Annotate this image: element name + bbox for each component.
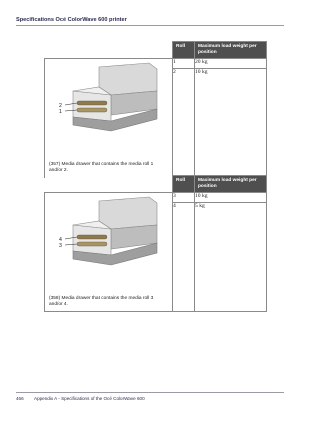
roll-column-header: Roll [173,176,195,193]
page-number: 466 [16,396,24,401]
figure-caption: (358) Media drawer that contains the media roll 3 and/or 4. [49,295,154,307]
roll-cell: 3 [173,193,195,203]
callout-label: 4 [59,237,62,243]
roll-column-header: Roll [173,42,195,59]
weight-column-header: Maximum load weight per position [195,42,267,59]
weight-cell: 20 kg [195,59,267,69]
weight-cell: 10 kg [195,69,267,178]
roll-cell: 2 [173,69,195,178]
spec-table-2 [44,175,267,312]
figure-cell [45,59,173,178]
weight-column-header: Maximum load weight per position [195,176,267,193]
weight-cell: 10 kg [195,193,267,203]
footer-rule [16,392,284,393]
callout-label: 2 [59,103,62,109]
blank-header-cell [45,42,173,59]
weight-cell: 5 kg [195,203,267,312]
media-drawer-illustration [51,195,163,271]
blank-header-cell [45,176,173,193]
roll-cell: 4 [173,203,195,312]
figure-caption: (357) Media drawer that contains the media roll 1 and/or 2. [49,161,154,173]
figure-cell [45,193,173,312]
page-header-title: Specifications Océ ColorWave 600 printer [16,17,127,23]
callout-label: 1 [59,109,62,115]
roll-cell: 1 [173,59,195,69]
header-rule [16,25,284,26]
callout-label: 3 [59,243,62,249]
footer-text: Appendix A - Specifications of the Océ ColorWave 600 [34,396,145,401]
spec-table-1 [44,41,267,178]
media-drawer-illustration [51,61,163,137]
